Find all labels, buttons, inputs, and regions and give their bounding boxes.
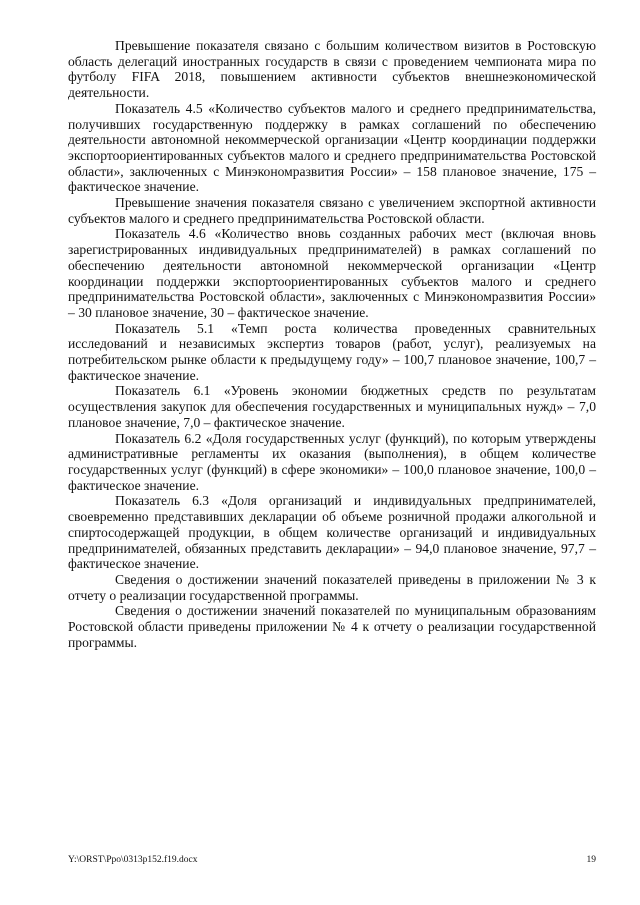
page-number: 19 (586, 855, 596, 865)
paragraph-3: Превышение значения показателя связано с увеличением экспортной активности субъектов малого и среднего предпринимательства Ростовской области. (68, 195, 596, 226)
paragraph-7: Показатель 6.2 «Доля государственных услуг (функций), по которым утверждены административные регламенты их оказания (выполнения), в общем количестве государственных услуг (функций) в сфере экономики» – 100,0 плановое значение, 100,0 – фактическое значение. (68, 430, 596, 493)
paragraph-10: Сведения о достижении значений показателей по муниципальным образованиям Ростовской области приведены приложении № 4 к отчету о реализации государственной программы. (68, 603, 596, 650)
paragraph-1: Превышение показателя связано с большим количеством визитов в Ростовскую область делегаций иностранных государств в связи с проведением чемпионата мира по футболу FIFA 2018, повышением активности субъектов внешнеэкономической деятельности. (68, 38, 596, 101)
paragraph-5: Показатель 5.1 «Темп роста количества проведенных сравнительных исследований и независимых экспертиз товаров (работ, услуг), реализуемых на потребительском рынке области к предыдущему году» – 100,7 плановое значение, 100,7 – фактическое значение. (68, 320, 596, 383)
footer-file-path: Y:\ORST\Ppo\0313p152.f19.docx (68, 855, 198, 865)
paragraph-6: Показатель 6.1 «Уровень экономии бюджетных средств по результатам осуществления закупок для обеспечения государственных и муниципальных нужд» – 7,0 плановое значение, 7,0 – фактическое значение. (68, 383, 596, 430)
document-body (68, 38, 596, 650)
paragraph-2: Показатель 4.5 «Количество субъектов малого и среднего предпринимательства, получивших государственную поддержку в рамках соглашений по обеспечению деятельности автономной некоммерческой организации «Центр координации поддержки экспортоориентированных субъектов малого и среднего предпринимательства Ростовской области», заключенных с Минэкономразвития России» – 158 плановое значение, 175 – фактическое значение. (68, 100, 596, 195)
paragraph-9: Сведения о достижении значений показателей приведены в приложении № 3 к отчету о реализации государственной программы. (68, 571, 596, 603)
paragraph-8: Показатель 6.3 «Доля организаций и индивидуальных предпринимателей, своевременно представивших декларации об объеме розничной продажи алкогольной и спиртосодержащей продукции, в общем количестве организаций и индивидуальных предпринимателей, обязанных представить декларации» – 94,0 плановое значение, 97,7 – фактическое значение. (68, 493, 596, 572)
paragraph-4: Показатель 4.6 «Количество вновь созданных рабочих мест (включая вновь зарегистрированных индивидуальных предпринимателей) в рамках соглашений по обеспечению деятельности автономной некоммерческой организации «Центр координации поддержки экспортоориентированных субъектов малого и среднего предпринимательства Ростовской области», заключенных с Минэкономразвития России» – 30 плановое значение, 30 – фактическое значение. (68, 226, 596, 320)
